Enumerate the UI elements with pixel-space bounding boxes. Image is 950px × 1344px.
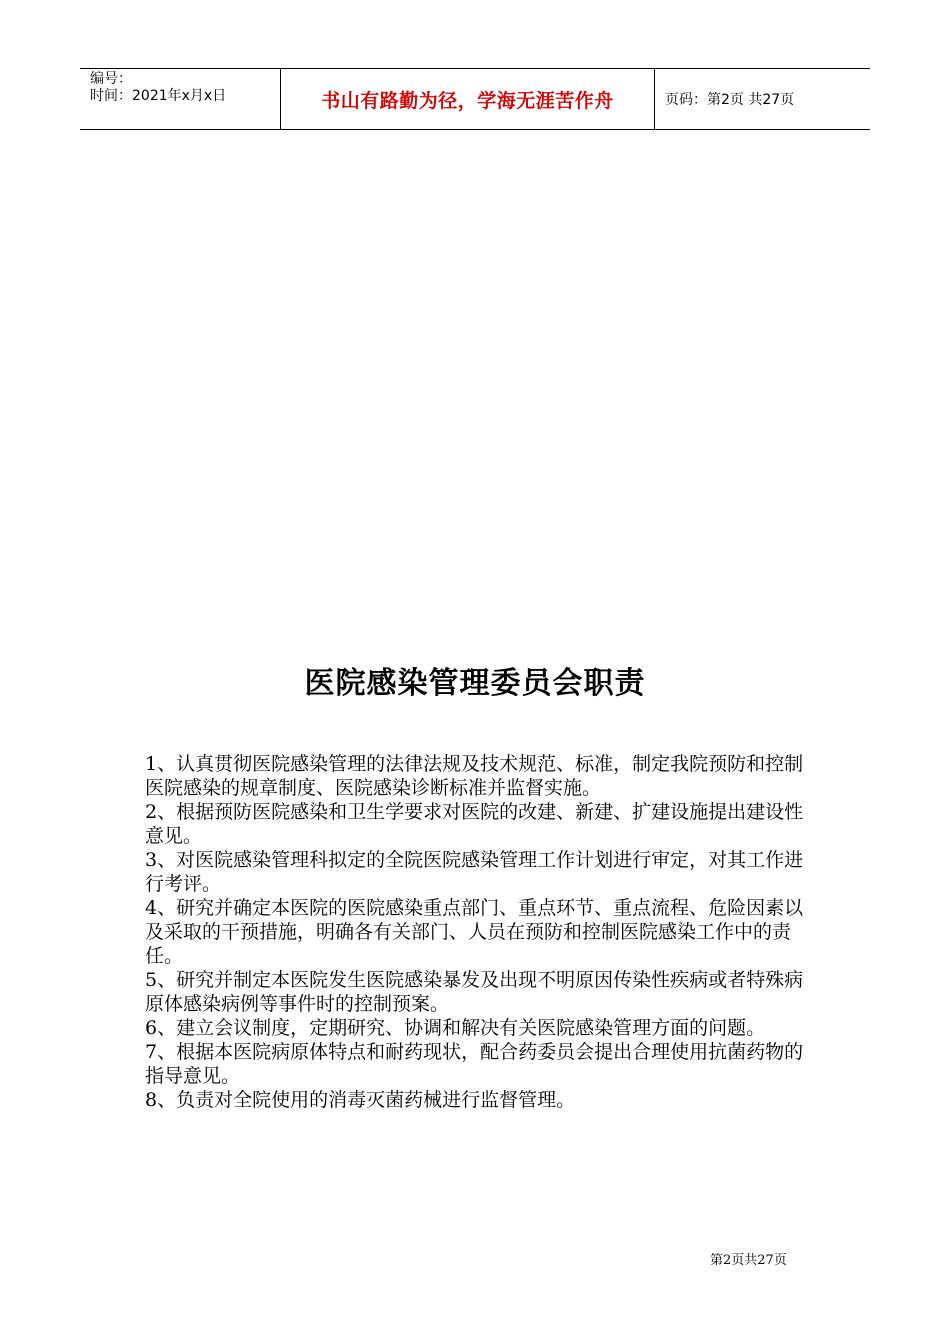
duty-item-3: 3、对医院感染管理科拟定的全院医院感染管理工作计划进行审定，对其工作进行考评。 [145, 849, 804, 895]
date-label: 时间：2021年x月x日 [90, 88, 227, 104]
duty-item-7: 7、根据本医院病原体特点和耐药现状，配合药委员会提出合理使用抗菌药物的指导意见。 [145, 1041, 804, 1087]
duty-item-6: 6、建立会议制度，定期研究、协调和解决有关医院感染管理方面的问题。 [145, 1017, 766, 1039]
document-body [145, 752, 810, 1112]
duty-item-8: 8、负责对全院使用的消毒灭菌药械进行监督管理。 [145, 1089, 576, 1111]
document-title: 医院感染管理委员会职责 [304, 666, 646, 701]
header-page-info: 页码：第2页 共27页 [665, 92, 795, 108]
duty-item-2: 2、根据预防医院感染和卫生学要求对医院的改建、新建、扩建设施提出建设性意见。 [145, 801, 804, 847]
page-header [80, 68, 870, 130]
duty-item-5: 5、研究并制定本医院发生医院感染暴发及出现不明原因传染性疾病或者特殊病原体感染病例等事件时的控制预案。 [145, 969, 804, 1015]
page-footer: 第2页共27页 [710, 1253, 787, 1268]
header-meta [80, 69, 281, 129]
header-motto: 书山有路勤为径，学海无涯苦作舟 [281, 69, 655, 129]
duty-item-4: 4、研究并确定本医院的医院感染重点部门、重点环节、重点流程、危险因素以及采取的干预措施，明确各有关部门、人员在预防和控制医院感染工作中的责任。 [145, 897, 804, 967]
duty-item-1: 1、认真贯彻医院感染管理的法律法规及技术规范、标准，制定我院预防和控制医院感染的规章制度、医院感染诊断标准并监督实施。 [145, 753, 804, 799]
number-label: 编号： [90, 71, 132, 87]
